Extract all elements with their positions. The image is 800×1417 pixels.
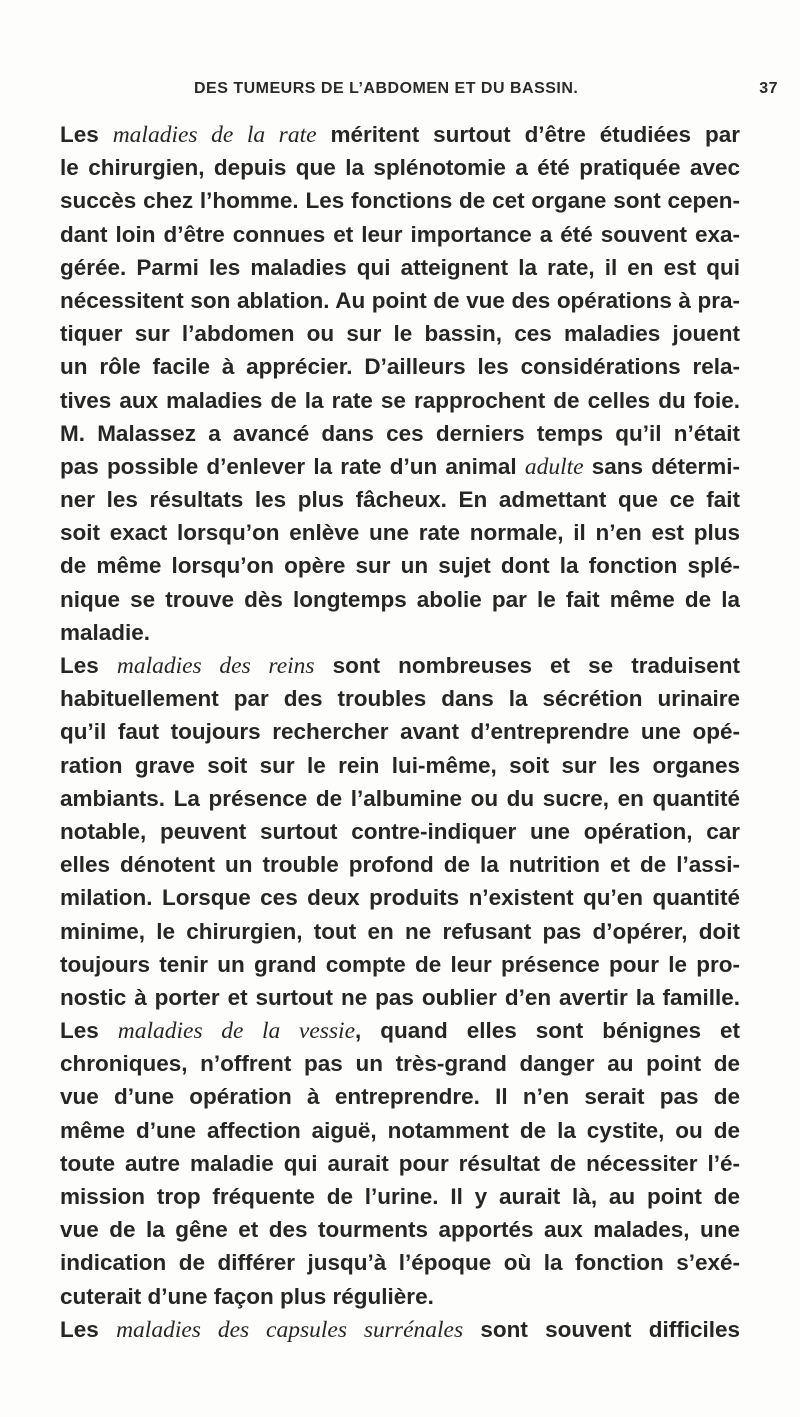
line-text: toute autre maladie qui aurait pour résultat de nécessiter l’é-: [60, 1150, 740, 1176]
line-text-continued: sont souvent difficiles: [463, 1316, 740, 1342]
text-line: [60, 682, 740, 715]
line-text: maladie.: [60, 619, 151, 645]
text-line: [60, 715, 740, 748]
body-text: [60, 118, 740, 1346]
line-text: tiquer sur l’abdomen ou sur le bassin, ces maladies jouent: [60, 321, 740, 347]
text-line: [60, 583, 740, 616]
line-text: elles dénotent un trouble profond de la nutrition et de l’assi-: [60, 852, 740, 878]
line-text: même d’une affection aiguë, notamment de la cystite, ou de: [60, 1117, 740, 1143]
text-line: [60, 384, 740, 417]
text-line: [60, 1080, 740, 1113]
line-text: tives aux maladies de la rate se rapprochent de celles du foie.: [60, 387, 740, 413]
line-text: toujours tenir un grand compte de leur présence pour le pro-: [60, 951, 740, 977]
line-text-continued: , quand elles sont bénignes et: [355, 1018, 740, 1044]
text-line: [60, 616, 740, 649]
text-line: [60, 1246, 740, 1279]
line-text: qu’il faut toujours rechercher avant d’entreprendre une opé-: [60, 719, 740, 745]
line-text: Les: [60, 122, 113, 147]
text-line: [60, 749, 740, 782]
text-line: [60, 815, 740, 848]
text-line: [60, 1047, 740, 1080]
text-line: [60, 218, 740, 251]
text-line: [60, 881, 740, 914]
line-text: vue de la gêne et des tourments apportés aux malades, une: [60, 1217, 740, 1243]
text-line: [60, 948, 740, 981]
page-number: 37: [759, 80, 778, 97]
line-text: notable, peuvent surtout contre-indiquer une opération, car: [60, 818, 740, 844]
line-text: milation. Lorsque ces deux produits n’existent qu’en quantité: [60, 885, 740, 911]
line-text: minime, le chirurgien, tout en ne refusant pas d’opérer, doit: [60, 918, 740, 944]
line-text: habituellement par des troubles dans la sécrétion urinaire: [60, 686, 740, 712]
line-text: nécessitent son ablation. Au point de vue des opérations à pra-: [60, 287, 740, 313]
text-line: [60, 317, 740, 350]
line-text: ration grave soit sur le rein lui-même, soit sur les organes: [60, 752, 740, 778]
line-text: succès chez l’homme. Les fonctions de cet organe sont cepen-: [60, 188, 740, 214]
text-line: [60, 1313, 740, 1346]
text-line: [60, 981, 740, 1014]
page-header: [60, 80, 778, 108]
text-line: [60, 284, 740, 317]
text-line: [60, 516, 740, 549]
line-text: gérée. Parmi les maladies qui atteignent la rate, il en est qui: [60, 254, 740, 280]
line-text: Les: [60, 1018, 118, 1044]
italic-term: maladies de la rate: [112, 122, 317, 148]
line-text: le chirurgien, depuis que la splénotomie a été pratiquée avec: [60, 155, 740, 181]
text-line: [60, 118, 740, 151]
text-line: [60, 151, 740, 184]
line-text: nique se trouve dès longtemps abolie par le fait même de la: [60, 586, 740, 612]
line-text: soit exact lorsqu’on enlève une rate normale, il n’en est plus: [60, 520, 740, 546]
running-title: DES TUMEURS DE L’ABDOMEN ET DU BASSIN.: [194, 80, 579, 97]
line-text-continued: méritent surtout d’être étudiées par: [316, 122, 740, 147]
line-text: mission trop fréquente de l’urine. Il y aurait là, au point de: [60, 1184, 740, 1209]
line-text: Les: [60, 1316, 117, 1342]
text-line: [60, 915, 740, 948]
text-line: [60, 782, 740, 815]
line-text: pas possible d’enlever la rate d’un animal: [60, 453, 525, 479]
text-line: [60, 184, 740, 217]
line-text: de même lorsqu’on opère sur un sujet dont la fonction splé-: [60, 553, 740, 579]
italic-term: maladies des capsules surrénales: [116, 1316, 464, 1343]
text-line: [60, 649, 740, 682]
line-text: Les: [60, 653, 117, 678]
line-text: ner les résultats les plus fâcheux. En admettant que ce fait: [60, 487, 740, 513]
text-line: [60, 1213, 740, 1246]
text-line: [60, 1147, 740, 1180]
text-line: [60, 251, 740, 284]
text-line: [60, 1180, 740, 1213]
line-text: indication de différer jusqu’à l’époque où la fonction s’exé-: [60, 1250, 740, 1276]
line-text-continued: sans détermi-: [583, 453, 740, 479]
text-line: [60, 848, 740, 881]
line-text: dant loin d’être connues et leur importance a été souvent exa-: [60, 221, 740, 247]
text-line: [60, 549, 740, 582]
text-line: [60, 1280, 740, 1313]
text-line: [60, 450, 740, 483]
italic-term: maladies des reins: [116, 653, 315, 679]
line-text: chroniques, n’offrent pas un très-grand danger au point de: [60, 1051, 740, 1077]
text-line: [60, 350, 740, 383]
line-text: cuterait d’une façon plus régulière.: [60, 1283, 434, 1309]
line-text: M. Malassez a avancé dans ces derniers temps qu’il n’était: [60, 420, 740, 446]
line-text: ambiants. La présence de l’albumine ou du sucre, en quantité: [60, 785, 740, 811]
text-line: [60, 1014, 740, 1047]
line-text-continued: sont nombreuses et se traduisent: [314, 653, 740, 678]
line-text: un rôle facile à apprécier. D’ailleurs les considérations rela-: [60, 354, 740, 380]
text-line: [60, 1114, 740, 1147]
line-text: nostic à porter et surtout ne pas oublier d’en avertir la famille.: [60, 984, 740, 1010]
italic-term: adulte: [524, 453, 584, 480]
line-text: vue d’une opération à entreprendre. Il n’en serait pas de: [60, 1084, 740, 1110]
text-line: [60, 417, 740, 450]
italic-term: maladies de la vessie: [117, 1018, 356, 1045]
text-line: [60, 483, 740, 516]
